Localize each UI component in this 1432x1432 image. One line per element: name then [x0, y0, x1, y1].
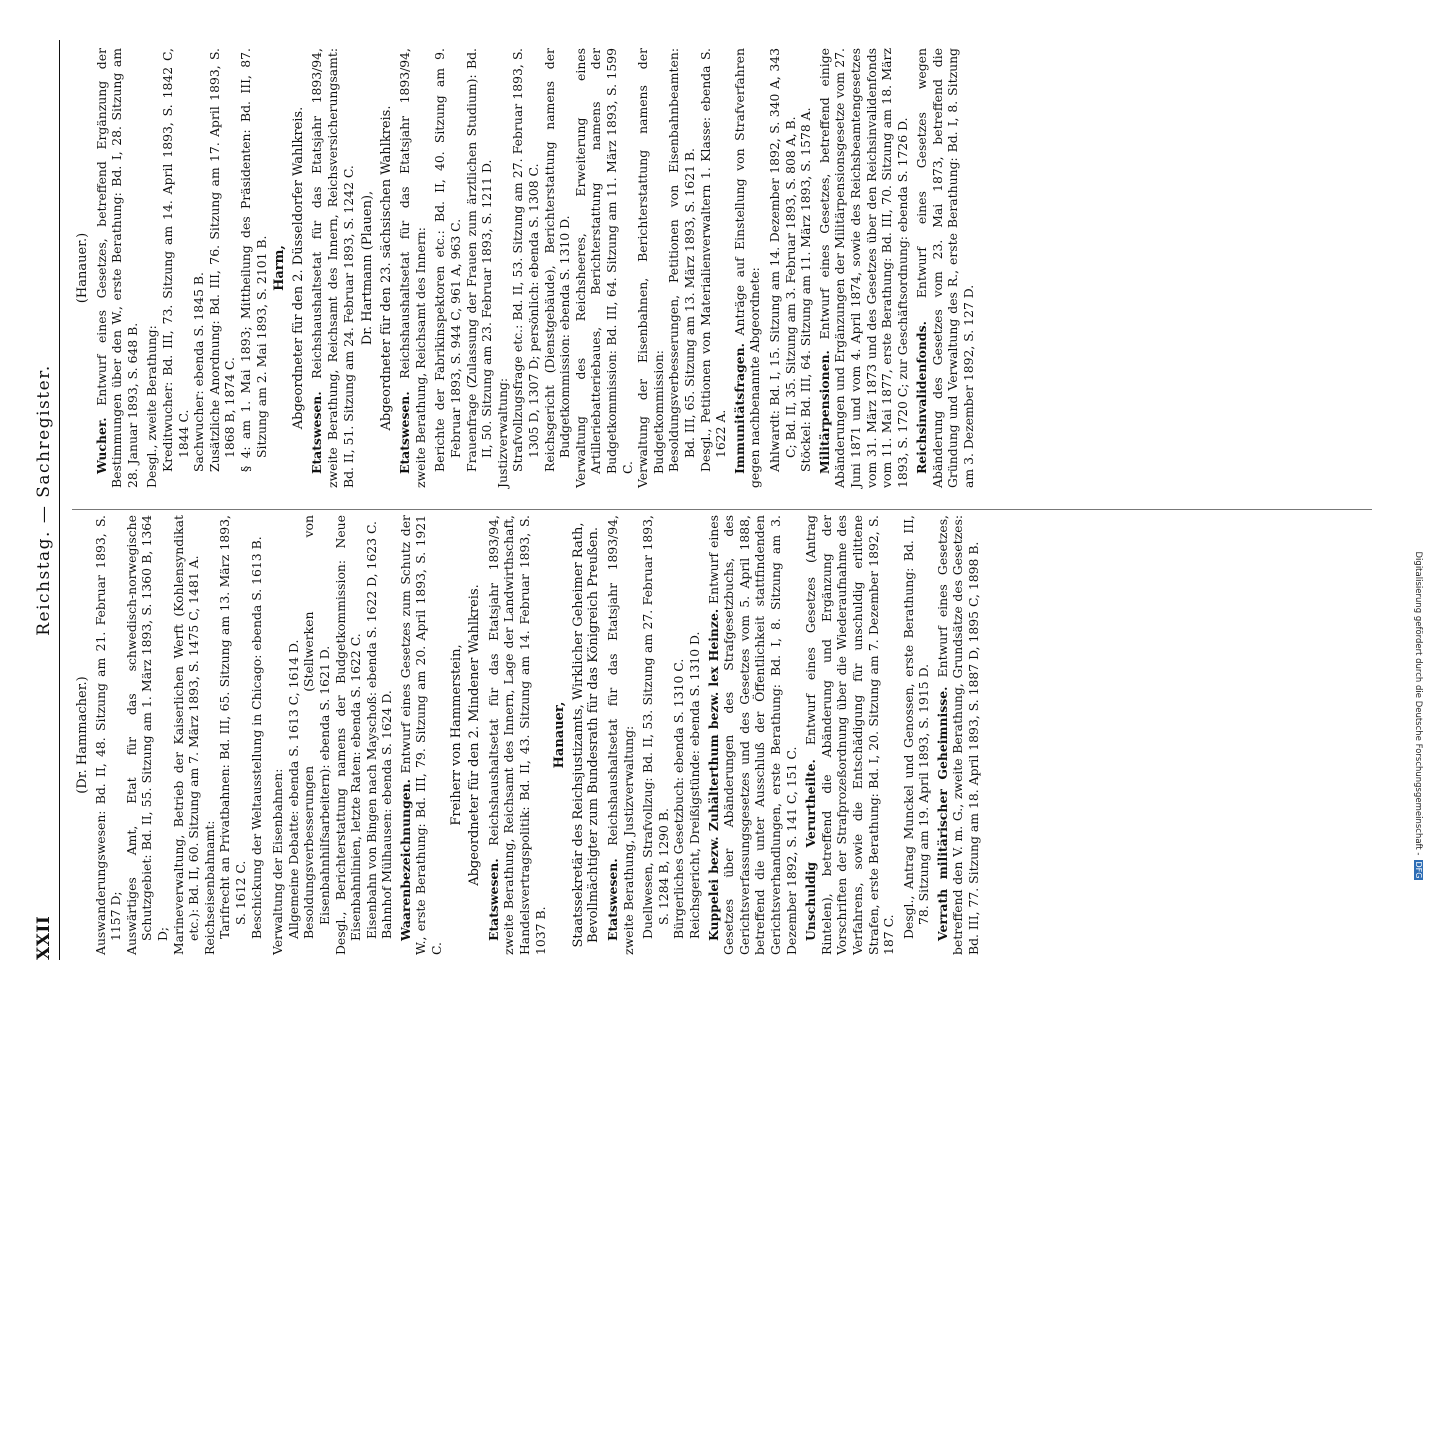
list-item: Eisenbahn von Bingen nach Mayschoß: ebenda S. 1622 D, 1623 C.	[363, 521, 379, 939]
header-rule	[59, 40, 60, 960]
list-item: Bahnhof Mülhausen: ebenda S. 1624 D.	[379, 690, 395, 939]
list-item: Besoldungsverbesserungen (Stellwerken von Eisenbahnhilfsarbeitern): ebenda S. 1621 D.	[301, 515, 332, 939]
keyword: Unschuldig Verurtheilte.	[803, 759, 819, 941]
keyword: Kuppelei bezw. Zuhälterthum bezw. lex Heinze.	[705, 608, 721, 941]
entry-text: Entwurf eines Gesetzes wegen Abänderung des Gesetzes vom 23. Mai 1873, betreffend die Gründung und Verwaltung des R., erste Berathung: Bd. I, 8. Sitzung am 3. Dezember 1892, S. 127 D.	[914, 48, 977, 488]
keyword: Etatswesen.	[485, 858, 501, 941]
list-item: Frauenfrage (Zulassung der Frauen zum ärztlichen Studium): Bd. II, 50. Sitzung am 23. Februar 1893, S. 1211 D.	[463, 48, 495, 472]
list-item: Tarifrecht an Privatbahnen: Bd. III, 65. Sitzung am 13. März 1893, S. 1612 C.	[217, 515, 248, 939]
keyword: Waarenbezeichnungen.	[397, 779, 413, 941]
entry-text: Reichshaushaltsetat für das Etatsjahr 1893/94, zweite Berathung, Reichsamt des Innern:	[397, 48, 428, 488]
running-title: Reichstag. — Sachregister.	[34, 364, 54, 636]
member-heading: Freiherr von Hammerstein,	[448, 644, 464, 826]
list-item: Bürgerliches Gesetzbuch: ebenda S. 1310 C.	[671, 658, 687, 939]
list-item: § 4: am 1. Mai 1893; Mittheilung des Präsidenten: Bd. III, 87. Sitzung am 2. Mai 1893, S. 2101 B.	[237, 48, 269, 472]
list-item: Desgl., Petitionen von Materialienverwaltern 1. Klasse: ebenda S. 1622 A.	[697, 48, 729, 472]
list-item: Sachwucher: ebenda S. 1845 B.	[191, 272, 207, 472]
entry-text: Reichshaushaltsetat für das Etatsjahr 1893/94, zweite Berathung, Justizverwaltung:	[605, 515, 636, 955]
page-header	[34, 40, 60, 960]
list-item: Kreditwucher: Bd. III, 73. Sitzung am 14. April 1893, S. 1842 C, 1844 C.	[159, 48, 191, 472]
member-constituency: Abgeordneter für den 2. Mindener Wahlkreis.	[467, 584, 483, 886]
entry-text: Anträge auf Einstellung von Strafverfahren gegen nachbenannte Abgeordnete:	[731, 48, 763, 488]
dfg-logo: DFG	[1414, 861, 1423, 879]
list-item: Reichseisenbahnamt:	[201, 820, 217, 955]
list-item: Strafvollzugsfrage etc.: Bd. II, 53. Sitzung am 27. Februar 1893, S. 1305 D, 1307 D; persönlich: ebenda S. 1308 C.	[510, 48, 542, 472]
list-item: Desgl., Berichterstattung namens der Budgetkommission: Neue Eisenbahnlinien, letzte Raten: ebenda S. 1622 C.	[332, 515, 364, 955]
index-entry	[706, 515, 800, 955]
list-item: Besoldungsverbesserungen, Petitionen von Eisenbahnbeamten: Bd. III, 65. Sitzung am 13. März 1893, S. 1621 B.	[666, 48, 697, 472]
member-name	[449, 515, 465, 955]
list-item: Marineverwaltung, Betrieb der Kaiserlichen Werft (Kohlensyndikat etc.): Bd. II, 60. Sitzung am 7. März 1893, S. 1475 C, 1481 A.	[170, 515, 202, 955]
keyword: Reichsinvalidenfonds.	[914, 321, 930, 474]
entry-list	[270, 515, 395, 955]
list-item: Verwaltung der Eisenbahnen:	[270, 768, 286, 955]
index-entry	[397, 48, 428, 488]
list-item: Duellwesen, Strafvollzug: Bd. II, 53. Sitzung am 27. Februar 1893, S. 1284 B, 1290 B.	[640, 515, 671, 939]
keyword: Etatswesen.	[605, 858, 620, 941]
entry-text: Reichshaushaltsetat für das Etatsjahr 1893/94, zweite Berathung, Reichsamt des Innern, Lage der Landwirthschaft, Handelsvertragspolitik: Bd. II, 43. Sitzung am 14. Februar 1893, S. 1037 B.	[485, 515, 548, 955]
index-entry	[935, 515, 982, 955]
left-column	[72, 515, 986, 955]
list-item: Ahlwardt: Bd. I, 15. Sitzung am 14. Dezember 1892, S. 340 A, 343 C; Bd. II, 35. Sitzung am 3. Februar 1893, S. 808 A, B.	[766, 48, 798, 472]
list-item: Justizverwaltung:	[494, 377, 510, 488]
right-column	[72, 48, 981, 488]
digitization-note	[1410, 0, 1426, 1432]
entry-text: Entwurf eines Gesetzes, betreffend Ergänzung der Bestimmungen über den W., erste Berathung: Bd. I, 28. Sitzung am 28. Januar 1893, S. 648 B.	[93, 48, 140, 488]
index-entry	[803, 515, 897, 955]
keyword: Immunitätsfragen.	[731, 343, 747, 474]
list-item: Desgl., Antrag Munckel und Genossen, erste Berathung: Bd. III, 78. Sitzung am 19. April 1893, S. 1915 D.	[900, 515, 932, 939]
list-item: Reichsgericht, Dreißigstünde: ebenda S. 1310 D.	[686, 631, 702, 939]
entry-text: Entwurf eines Gesetzes über Abänderungen des Strafgesetzbuchs, des Gerichtsverfassungsgesetzes und des Gesetzes vom 5. April 1888, betreffend die unter Ausschluß der Öffentlichkeit stattfindenden Gerichtsverhandlungen, erste Berathung: Bd. I, 8. Sitzung am 3. Dezember 1892, S. 141 C, 151 C.	[705, 515, 799, 955]
list-item: Allgemeine Debatte: ebenda S. 1613 C, 1614 D.	[285, 639, 301, 939]
index-entry	[309, 48, 356, 488]
note-text: Digitalisierung gefördert durch die Deutsche Forschungsgemeinschaft -	[1413, 551, 1423, 856]
keyword: Militärpensionen.	[816, 350, 832, 474]
keyword: Wucher.	[93, 417, 109, 474]
list-item: Beschickung der Weltausstellung in Chicago: ebenda S. 1613 B.	[248, 536, 264, 939]
entry-text: Reichshaushaltsetat für das Etatsjahr 1893/94, zweite Berathung, Reichsamt des Innern, Reichsversicherungsamt: Bd. II, 51. Sitzung am 24. Februar 1893, S. 1242 C.	[309, 48, 356, 488]
entry-text: Entwurf eines Gesetzes, betreffend einige Abänderungen und Ergänzungen der Militärpensionsgesetze vom 27. Juni 1871 und vom 4. April 1874, sowie des Reichsbeamtengesetzes vom 31. März 1873 und des Gesetzes über den Reichsinvalidenfonds vom 11. Mai 1877, erste Berathung: Bd. III, 70. Sitzung am 18. März 1893, S. 1720 C; zur Geschäftsordnung: ebenda S. 1726 D.	[816, 48, 910, 488]
keyword: Etatswesen.	[309, 391, 325, 474]
member-constituency: Abgeordneter für den 2. Düsseldorfer Wahlkreis.	[290, 106, 306, 430]
member-office: Staatssekretär des Reichsjustizamts, Wirklicher Geheimer Rath, Bevollmächtigter zum Bundesrath für das Königreich Preußen.	[570, 522, 602, 948]
list-item: Reichsgericht (Dienstgebäude), Berichterstattung namens der Budgetkommission: ebenda S. 1310 D.	[541, 48, 573, 472]
list-item: Desgl., zweite Berathung:	[144, 325, 160, 488]
entry-text: Entwurf eines Gesetzes zum Schutz der W., erste Berathung: Bd. III, 79. Sitzung am 20. April 1893, S. 1921 C.	[397, 515, 445, 955]
index-entry	[486, 515, 548, 955]
list-item: Verwaltung der Eisenbahnen, Berichterstattung namens der Budgetkommission:	[635, 48, 666, 488]
member-heading: Harm,	[272, 245, 288, 291]
keyword: Etatswesen.	[397, 391, 413, 474]
member-heading: Dr. Hartmann (Plauen),	[360, 190, 376, 346]
index-entry	[817, 48, 911, 488]
page-number: XXII	[34, 915, 54, 960]
entry-text: Entwurf eines Gesetzes, betreffend den V. m. G., zweite Berathung, Grundsätze des Gesetzes: Bd. III, 77. Sitzung am 18. April 1893, S. 1887 D, 1895 C, 1898 B.	[934, 515, 982, 955]
member-constituency: Abgeordneter für den 23. sächsischen Wahlkreis.	[378, 105, 394, 431]
section-heading: (Hanauer.)	[75, 232, 90, 304]
index-entry	[94, 48, 141, 488]
index-entry	[732, 48, 763, 488]
keyword: Verrath militärischer Geheimnisse.	[934, 686, 950, 941]
entry-list	[93, 515, 265, 955]
member-heading: Hanauer,	[552, 701, 568, 769]
list-item: Zusätzliche Anordnung: Bd. III, 76. Sitzung am 17. April 1893, S. 1868 B, 1874 C.	[206, 48, 238, 472]
index-entry	[605, 515, 636, 955]
section-heading: (Dr. Hammacher.)	[75, 676, 90, 794]
digitization-note-text	[1410, 0, 1426, 1432]
list-item: Stöckel: Bd. III, 64. Sitzung am 11. März 1893, S. 1578 A.	[798, 107, 814, 472]
list-item: Verwaltung des Reichsheeres, Erweiterung eines Artilleriebatteriebaues, Berichterstattung namens der Budgetkommission: Bd. III, 64. Sitzung am 11. März 1893, S. 1599 C.	[572, 48, 635, 488]
list-item: Berichte der Fabrikinspektoren etc.: Bd. II, 40. Sitzung am 9. Februar 1893, S. 944 C, 961 A, 963 C.	[432, 48, 464, 472]
list-item: Auswanderungswesen: Bd. II, 48. Sitzung am 21. Februar 1893, S. 1157 D;	[92, 515, 124, 955]
entry-text: Entwurf eines Gesetzes (Antrag Rintelen), betreffend die Abänderung und Ergänzung der Vorschriften der Strafprozeßordnung über die Wiederaufnahme des Verfahrens, sowie die Entschädigung für unschuldig erlittene Strafen, erste Berathung: Bd. I, 20. Sitzung am 7. Dezember 1892, S. 187 C.	[803, 515, 897, 955]
column-divider	[72, 509, 1372, 510]
index-entry	[914, 48, 976, 488]
list-item: Auswärtiges Amt, Etat für das schwedisch-norwegische Schutzgebiet: Bd. II, 55. Sitzung am 1. März 1893, S. 1360 B, 1364 D;	[123, 515, 170, 955]
index-entry	[398, 515, 445, 955]
